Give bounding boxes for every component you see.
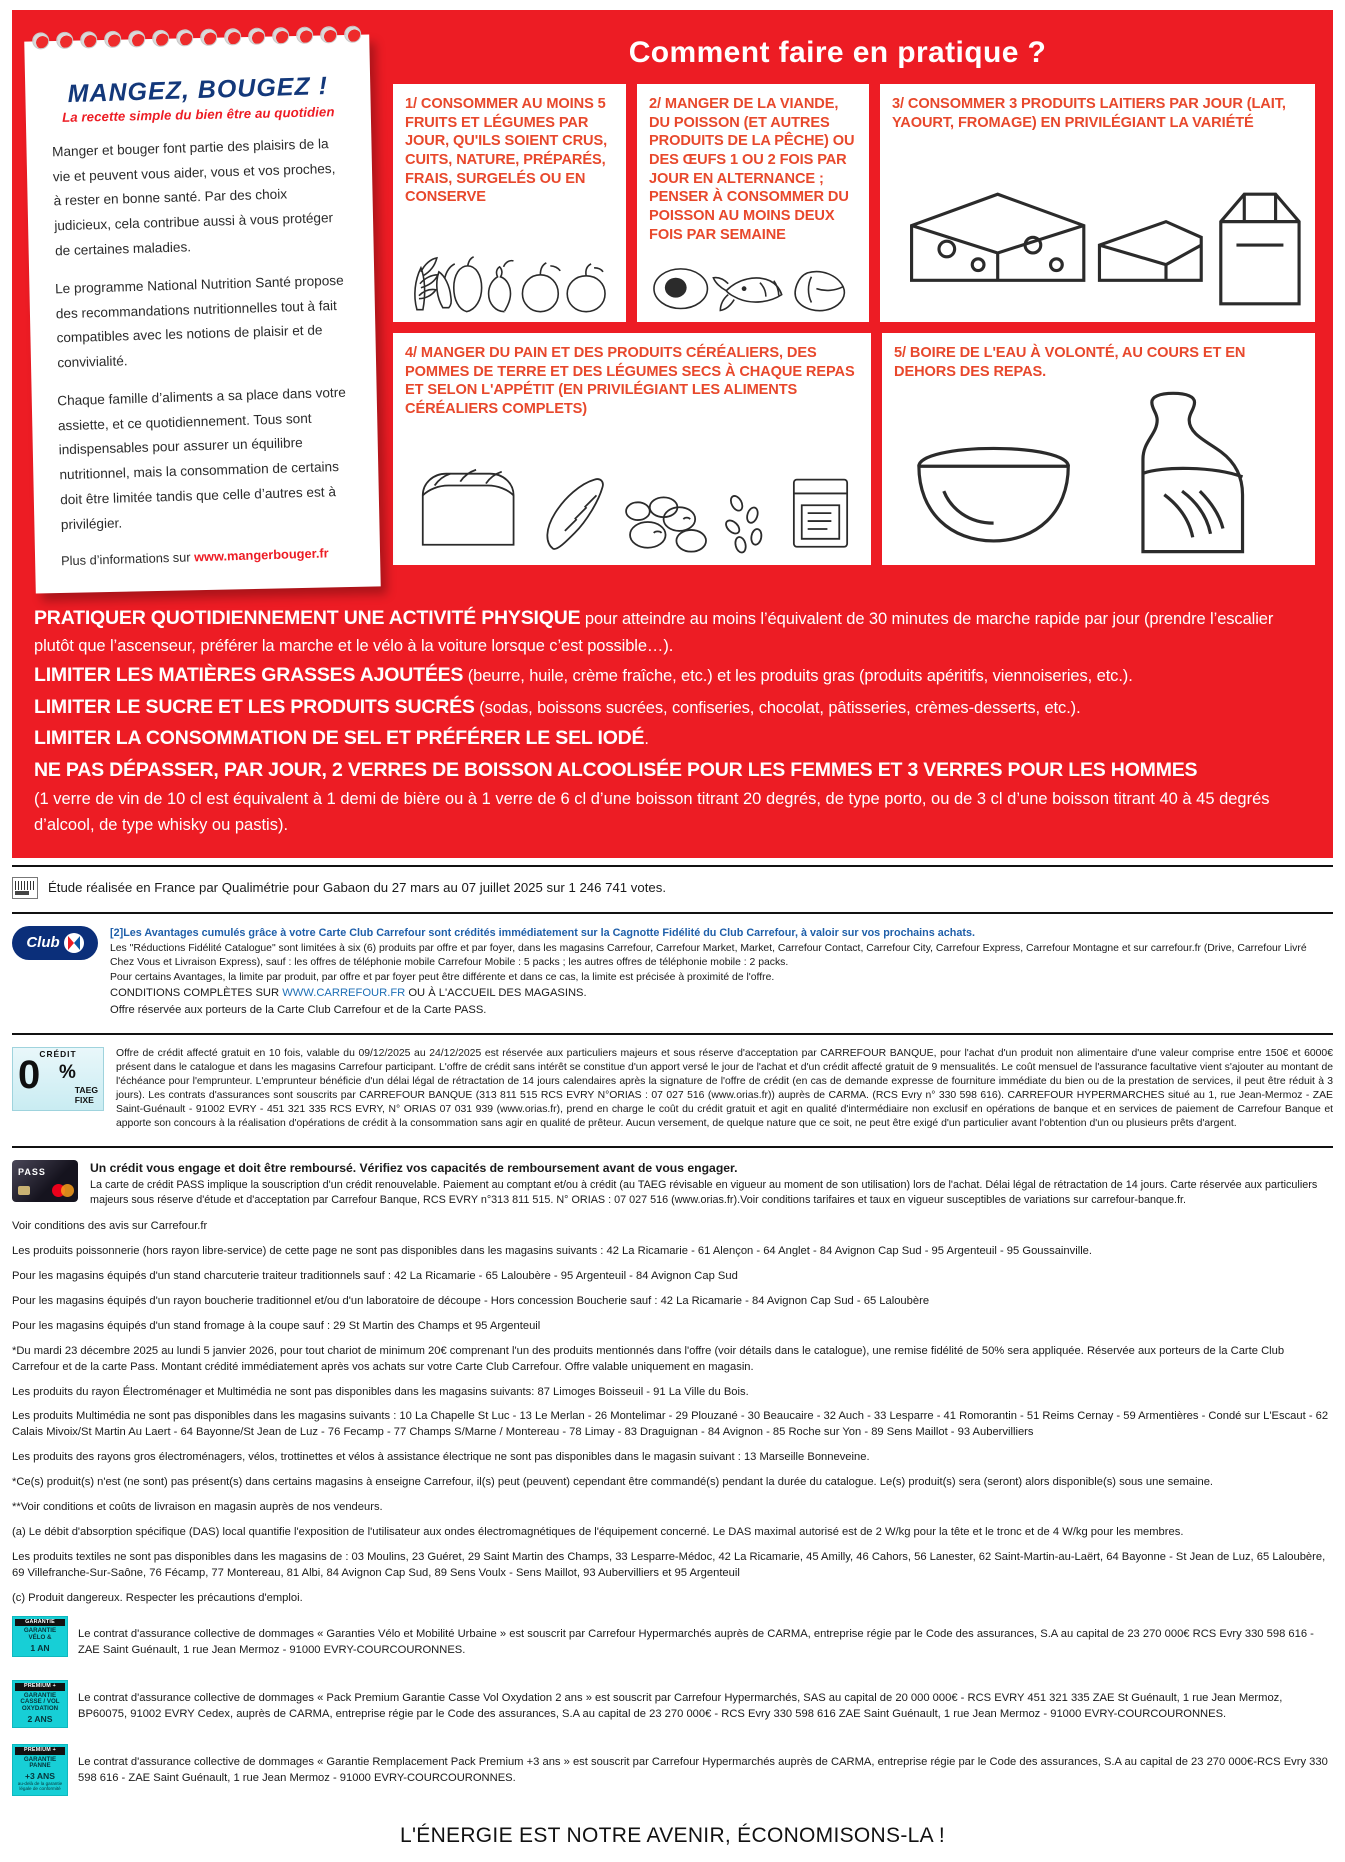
notepad-subtitle: La recette simple du bien être au quotidien	[61, 104, 335, 125]
velo-mobilite-badge-icon	[12, 1616, 68, 1657]
pnns-red-panel	[12, 10, 1333, 858]
ins1-line3: 1 AN	[30, 1642, 50, 1653]
reco-line-5-lead: NE PAS DÉPASSER, PAR JOUR, 2 VERRES DE BOISSON ALCOOLISÉE POUR LES FEMMES ET 3 VERRES POUR LES HOMMES	[34, 758, 1198, 781]
note-1: Les produits poissonnerie (hors rayon libre-service) de cette page ne sont pas disponibles dans les magasins suivants : 42 La Ricamarie - 61 Alençon - 64 Anglet - 84 Avignon Cap Sud - 95 Argenteuil - 95 Goussainville.	[12, 1245, 1093, 1258]
store-notes	[12, 1215, 1333, 1606]
study-statement	[12, 873, 1333, 905]
note-13: (c) Produit dangereux. Respecter les précautions d'emploi.	[12, 1591, 303, 1604]
insurance-blocks	[12, 1616, 1333, 1799]
advice-cards	[393, 84, 1315, 576]
vegetables-icon	[405, 232, 614, 316]
reco-line-1	[34, 604, 1311, 659]
credit-badge-caption: CRÉDIT	[39, 1048, 77, 1059]
reco-line-6: (1 verre de vin de 10 cl est équivalent à 1 demi de bière ou à 1 verre de 6 cl d’une boisson titrant 20 degrés, de type porto, ou de 3 cl d’une boisson titrant 40 à 45 degrés d’alcool, de type whisky ou pastis).	[34, 790, 1270, 834]
club-line-3: Pour certains Avantages, la limite par produit, par offre et par foyer peut être différente et dans ce cas, la limite est précisée à proximité de l'offre.	[110, 971, 775, 983]
reco-line-3-rest: (sodas, boissons sucrées, confiseries, chocolat, pâtisseries, crèmes-desserts, etc.).	[474, 698, 1081, 717]
garantie-panne-badge-icon	[12, 1744, 68, 1796]
reco-line-5	[34, 756, 1311, 786]
reco-line-3-lead: LIMITER LE SUCRE ET LES PRODUITS SUCRÉS	[34, 695, 475, 718]
ins1-line1: GARANTIE	[15, 1619, 65, 1627]
club-line-5: Offre réservée aux porteurs de la Carte Club Carrefour et de la Carte PASS.	[110, 1003, 487, 1016]
club-line-2: Les "Réductions Fidélité Catalogue" sont limitées à six (6) produits par offre et par foyer, dans les magasins Carrefour, Carrefour Market, Market, Carrefour Contact, Carrefour City, Carrefour Express, Carrefour Montagne et sur carrefour.fr (Drive, Carrefour Livré Chez Vous et Livraison Express), sauf : les offres de téléphonie mobile Carrefour Mobile : 5 packs ; les autres offres de téléphonie mobile : 2 packs.	[110, 942, 1307, 968]
reco-line-3	[34, 693, 1311, 723]
carrefour-logo-icon	[64, 933, 84, 953]
advice-card-4	[393, 333, 871, 565]
insurance-2-text: Le contrat d'assurance collective de dommages « Pack Premium Garantie Casse Vol Oxydation 2 ans » est souscrit par Carrefour Hypermarchés, SAS au capital de 20 000 000€ - RCS EVRY 451 321 335 ZAE St Guénault, 1 rue Jean Mermoz, BP60075, 91002 EVRY Cedex, auprès de CARMA, entreprise régie par le Code des assurances, S.A au capital de 23 270 000€ - RCS Evry 330 598 616 ZAE Saint Guénault, 1 rue Jean Mermoz - 91000 EVRY-COURCOURONNES.	[78, 1691, 1283, 1720]
reco-line-2-rest: (beurre, huile, crème fraîche, etc.) et les produits gras (produits apéritifs, viennoiseries, etc.).	[463, 666, 1133, 685]
notepad-footer-prefix: Plus d’informations sur	[60, 549, 195, 569]
credit-zero-percent-icon	[12, 1047, 104, 1111]
advice-card-1-text: 1/ CONSOMMER AU MOINS 5 FRUITS ET LÉGUMES PAR JOUR, QU'ILS SOIENT CRUS, CUITS, NATURE, PRÉPARÉS, FRAIS, SURGELÉS OU EN CONSERVE	[405, 96, 608, 206]
note-10: **Voir conditions et coûts de livraison en magasin auprès de nos vendeurs.	[12, 1501, 383, 1514]
energy-slogan: L'ÉNERGIE EST NOTRE AVENIR, ÉCONOMISONS-LA !	[399, 1824, 946, 1848]
divider-1	[12, 865, 1333, 867]
club-carrefour-block	[12, 920, 1333, 1026]
advice-card-5-text: 5/ BOIRE DE L'EAU À VOLONTÉ, AU COURS ET EN DEHORS DES REPAS.	[894, 345, 1246, 380]
advice-cards-row-1	[393, 84, 1315, 322]
pack-premium-casse-vol-badge-icon	[12, 1680, 68, 1728]
ins1-line2: GARANTIE VÉLO &	[23, 1627, 57, 1642]
page-title: Comment faire en pratique ?	[628, 36, 1047, 69]
reco-line-1-rest: pour atteindre au moins l’équivalent de 30 minutes de marche rapide par jour (prendre l’escalier plutôt que l’ascenseur, préférer la marche et le vélo à la voiture lorsque c’est possible…).	[34, 610, 1274, 655]
notepad-paragraph-3: Chaque famille d’aliments a sa place dans votre assiette, et ce quotidiennement. Tous sont indispensables pour assurer un équilibre nutritionnel, mais la consommation de certains doit être limitée tandis que celle d’autres est à privilégier.	[57, 384, 346, 532]
club-line-4-prefix: CONDITIONS COMPLÈTES SUR	[110, 986, 283, 999]
club-line-1: [2]Les Avantages cumulés grâce à votre Carte Club Carrefour sont crédités immédiatement sur la Cagnotte Fidélité du Club Carrefour, à valoir sur vos prochains achats.	[110, 926, 975, 939]
note-2: Pour les magasins équipés d'un stand charcuterie traiteur traditionnels sauf : 42 La Ricamarie - 65 Laloubère - 95 Argenteuil - 84 Avignon Cap Sud	[12, 1269, 738, 1282]
credit-badge-taeg-line1: TAEG	[74, 1084, 98, 1095]
note-11: (a) Le débit d'absorption spécifique (DAS) local quantifie l'exposition de l'utilisateur aux ondes électromagnétiques de l'équipement concerné. Le DAS maximal autorisé est de 2 W/kg pour la tête et le tronc et de 4 W/kg pour les membres.	[12, 1525, 1184, 1538]
reco-line-4-lead: LIMITER LA CONSOMMATION DE SEL ET PRÉFÉRER LE SEL IODÉ	[34, 727, 645, 750]
pass-badge-wrap	[12, 1160, 78, 1210]
club-line-4	[110, 986, 1333, 1002]
reco-line-2-lead: LIMITER LES MATIÈRES GRASSES AJOUTÉES	[34, 663, 464, 686]
note-9: *Ce(s) produit(s) n'est (ne sont) pas présent(s) dans certains magasins à enseigne Carrefour, il(s) peut (peuvent) cependant être commandé(s) pendant la durée du catalogue. Le(s) produit(s) sera (seront) alors disponible(s) sous une semaine.	[12, 1476, 1214, 1489]
notepad-title: MANGEZ, BOUGEZ !	[67, 71, 329, 109]
note-3: Pour les magasins équipés d'un rayon boucherie traditionnel et/ou d'un laboratoire de découpe - Hors concession Boucherie sauf : 42 La Ricamarie - 84 Avignon Cap Sud - 65 Laloubère	[12, 1294, 930, 1307]
credit-badge-percent: %	[59, 1061, 76, 1083]
insurance-row-1	[12, 1616, 1333, 1670]
ins3-line3: +3 ANS	[24, 1771, 55, 1782]
notepad-paragraph-1: Manger et bouger font partie des plaisirs de la vie et peuvent vous aider, vous et vos proches, à rester en bonne santé. Par des choix judicieux, cela contribue aussi à vous protéger de certaines maladies.	[51, 136, 336, 259]
study-text: Étude réalisée en France par Qualimétrie pour Gabaon du 27 mars au 07 juillet 2025 sur 1 246 741 votes.	[48, 880, 666, 896]
insurance-row-2	[12, 1680, 1333, 1734]
advice-card-4-text: 4/ MANGER DU PAIN ET DES PRODUITS CÉRÉALIERS, DES POMMES DE TERRE ET DES LÉGUMES SECS À CHAQUE REPAS ET SELON L'APPÉTIT (EN PRIVILÉGIANT LES ALIMENTS CÉRÉALIERS COMPLETS)	[405, 345, 855, 418]
notepad-wrapper	[30, 38, 375, 590]
club-line-4-suffix: OU À L'ACCUEIL DES MAGASINS.	[405, 986, 587, 999]
credit-block	[12, 1041, 1333, 1139]
pass-text-wrap	[90, 1160, 1333, 1210]
panel-row	[30, 71, 1315, 590]
mangez-bougez-notepad	[24, 34, 380, 593]
note-6: Les produits du rayon Électroménager et Multimédia ne sont pas disponibles dans les magasins suivants: 87 Limoges Boisseuil - 91 La Ville du Bois.	[12, 1385, 749, 1398]
club-badge-label: Club	[26, 934, 60, 952]
legal-section	[0, 865, 1345, 1862]
note-7: Les produits Multimédia ne sont pas disponibles dans les magasins suivants : 10 La Chapelle St Luc - 13 Le Merlan - 26 Montelimar - 29 Plouzané - 30 Beaucaire - 32 Auch - 33 Lesparre - 41 Romorantin - 51 Reims Cernay - 59 Armentières - Condé sur L'Escaut - 62 Calais Mivoix/St Martin Au Laert - 64 Bayonne/St Jean de Luz - 76 Fecamp - 77 Champs S/Marne / Montereau - 78 Limay - 83 Draguignan - 84 Avignon - 85 Roche sur Yon - 89 Sens Maillot - 93 Aubervilliers	[12, 1410, 1329, 1439]
advice-card-3-text: 3/ CONSOMMER 3 PRODUITS LAITIERS PAR JOUR (LAIT, YAOURT, FROMAGE) EN PRIVILÉGIANT LA VARIÉTÉ	[892, 96, 1286, 131]
pnns-recommendations	[30, 604, 1315, 838]
club-carrefour-text	[110, 926, 1333, 1020]
advice-card-2-text: 2/ MANGER DE LA VIANDE, DU POISSON (ET AUTRES PRODUITS DE LA PÊCHE) OU DES ŒUFS 1 OU 2 FOIS PAR JOUR EN ALTERNANCE ; PENSER À CONSOMMER DU POISSON AU MOINS DEUX FOIS PAR SEMAINE	[649, 96, 855, 243]
pass-headline: Un crédit vous engage et doit être remboursé. Vérifiez vos capacités de remboursement avant de vous engager.	[90, 1160, 738, 1175]
ins2-line3: 2 ANS	[27, 1713, 53, 1724]
insurance-1-text: Le contrat d'assurance collective de dommages « Garanties Vélo et Mobilité Urbaine » est souscrit par Carrefour Hypermarchés auprès de CARMA, entreprise régie par le Code des assurances, S.A au capital de 23 270 000€ RCS Evry 330 598 616 - ZAE Saint Guénault, 1 rue Jean Mermoz - 91000 EVRY-COURCOURONNES.	[78, 1627, 1314, 1656]
pass-body: La carte de crédit PASS implique la souscription d'un crédit renouvelable. Paiement au comptant et/ou à crédit (au TAEG révisable en vigueur au moment de son utilisation) lors de l'achat. Délai légal de rétractation de 14 jours. Carte réservée aux particuliers majeurs sous réserve d'étude et d'acceptation par Carrefour Banque, RCS EVRY n°313 811 515. N° ORIAS : 07 027 516 (www.orias.fr).Voir conditions tarifaires et taux en vigueur susceptibles de variations sur carrefour-banque.fr.	[90, 1179, 1318, 1207]
credit-text-wrap	[116, 1047, 1333, 1133]
credit-badge	[12, 1047, 104, 1133]
insurance-3-text-wrap	[78, 1744, 1333, 1798]
credit-badge-taeg	[75, 1086, 98, 1106]
insurance-1-text-wrap	[78, 1616, 1333, 1670]
insurance-3-text: Le contrat d'assurance collective de dommages « Garantie Remplacement Pack Premium +3 ans » est souscrit par Carrefour Hypermarchés auprès de CARMA, entreprise régie par le Code des assurances, S.A au capital de 23 270 000€-RCS Evry 330 598 616 - ZAE Saint Guénault, 1 rue Jean Mermoz - 91000 EVRY-COURCOURONNES.	[78, 1756, 1328, 1785]
insurance-row-3	[12, 1744, 1333, 1798]
credit-badge-zero: 0	[18, 1052, 41, 1097]
ins2-line2: GARANTIE CASSE / VOL OXYDATION	[20, 1691, 60, 1712]
advice-card-2	[637, 84, 869, 322]
fish-meat-icon	[649, 249, 857, 316]
pass-card-icon: PASS	[12, 1160, 78, 1202]
notepad-footer	[61, 545, 354, 569]
pass-block	[12, 1154, 1333, 1216]
bread-cereals-icon	[405, 444, 859, 559]
divider-4	[12, 1146, 1333, 1148]
reco-line-1-lead: PRATIQUER QUOTIDIENNEMENT UNE ACTIVITÉ PHYSIQUE	[34, 607, 581, 630]
club-carrefour-badge	[12, 926, 98, 1020]
qualimetrie-logo-icon	[12, 877, 38, 899]
advice-cards-row-2	[393, 333, 1315, 565]
note-5: *Du mardi 23 décembre 2025 au lundi 5 janvier 2026, pour tout chariot de minimum 20€ comprenant l'un des produits mentionnés dans l'offre (voir détails dans le catalogue), une remise fidélité de 50% sera appliquée. Réservée aux porteurs de la Carte Club Carrefour et de la carte Pass. Montant crédité immédiatement après vos achats sur votre Carte Club Carrefour. Offre valable uniquement en magasin.	[12, 1344, 1285, 1373]
ins3-line2: GARANTIE PANNE	[23, 1755, 57, 1770]
reco-line-4	[34, 724, 1311, 754]
note-8: Les produits des rayons gros électroménagers, vélos, trottinettes et vélos à assistance électrique ne sont pas disponibles dans le magasin suivant : 13 Marseille Bonneveine.	[12, 1451, 870, 1464]
note-0: Voir conditions des avis sur Carrefour.fr	[12, 1220, 208, 1233]
note-4: Pour les magasins équipés d'un stand fromage à la coupe sauf : 29 St Martin des Champs et 95 Argenteuil	[12, 1319, 541, 1332]
club-badge-pill	[12, 926, 98, 960]
divider-3	[12, 1033, 1333, 1035]
ins3-line1: PREMIUM +	[15, 1747, 65, 1755]
mangerbouger-link[interactable]: www.mangerbouger.fr	[193, 545, 329, 565]
dairy-icon	[892, 153, 1303, 316]
carrefour-fr-link[interactable]: WWW.CARREFOUR.FR	[282, 986, 406, 999]
water-icon	[894, 382, 1303, 559]
credit-badge-taeg-line2: FIXE	[74, 1094, 94, 1105]
advice-card-5	[882, 333, 1315, 565]
reco-line-2	[34, 661, 1311, 691]
credit-text: Offre de crédit affecté gratuit en 10 fois, valable du 09/12/2025 au 24/12/2025 est réservée aux particuliers majeurs et sous réserve d'acceptation par CARREFOUR BANQUE, pour l'achat d'un produit non alimentaire d'une valeur comprise entre 150€ et 6000€ présent dans le catalogue et dans les magasins Carrefour participant. L'offre de crédit sans intérêt se constitue d'un apport versé le jour de l'achat et d'un crédit affecté gratuit de 9 mensualités. Le coût mensuel de l'assurance facultative vient s'ajouter au montant de l'échéance pour l'emprunteur. L'emprunteur bénéficie d'un délai légal de rétractation de 14 jours calendaires après la signature de l'offre de crédit (en cas de demande expresse de fourniture immédiate du bien ou de la prestation de services, il peut être réduit à 3 jours). Les contrats d'assurances sont souscrits par CARREFOUR BANQUE (313 811 515 RCS EVRY N°ORIAS : 07 027 516 (www.orias.fr)) auprès de CARMA. (RCS Evry n° 330 598 616). CARREFOUR HYPERMARCHES situé au 1, rue Jean-Mermoz - ZAE Saint-Guénault - 91002 EVRY - 451 321 335 RCS EVRY, N° ORIAS 07 031 939 (www.orias.fr), prend en charge le coût du crédit gratuit et agit en qualité d'intermédiaire non exclusif en opérations de banque et en services de paiement de Carrefour Banque et apporte son concours à la réalisation d'opérations de crédit à la consommation sans agir en qualité de prêteur. Aucun versement, de quelque nature que ce soit, ne peut être exigé d'un particulier avant l'obtention d'un ou plusieurs prêts d'argent.	[116, 1047, 1333, 1130]
reco-line-4-rest: .	[644, 730, 649, 749]
notepad-paragraph-2: Le programme National Nutrition Santé propose des recommandations nutritionnelles tout à fait compatibles avec les notions de plaisir et de convivialité.	[54, 272, 344, 371]
ins3-line4: au-delà de la garantie légale de conformité	[17, 1781, 63, 1792]
divider-2	[12, 912, 1333, 914]
advice-card-3	[880, 84, 1315, 322]
insurance-2-text-wrap	[78, 1680, 1333, 1734]
spiral-binding-icon	[32, 26, 361, 53]
advice-card-1	[393, 84, 626, 322]
ins2-line1: PREMIUM +	[15, 1683, 65, 1691]
note-12: Les produits textiles ne sont pas disponibles dans les magasins de : 03 Moulins, 23 Guéret, 29 Saint Martin des Champs, 33 Lesparre-Médoc, 42 La Ricamarie, 45 Amilly, 46 Cahors, 56 Lanester, 62 Saint-Martin-au-Laërt, 64 Bayonne - St Jean de Luz, 65 Laloubère, 69 Villefranche-Sur-Saône, 76 Fécamp, 77 Montereau, 81 Albi, 84 Avignon Cap Sud, 89 Sens Voulx - Sens Maillot, 93 Aubervilliers et 95 Argenteuil	[12, 1550, 1326, 1579]
